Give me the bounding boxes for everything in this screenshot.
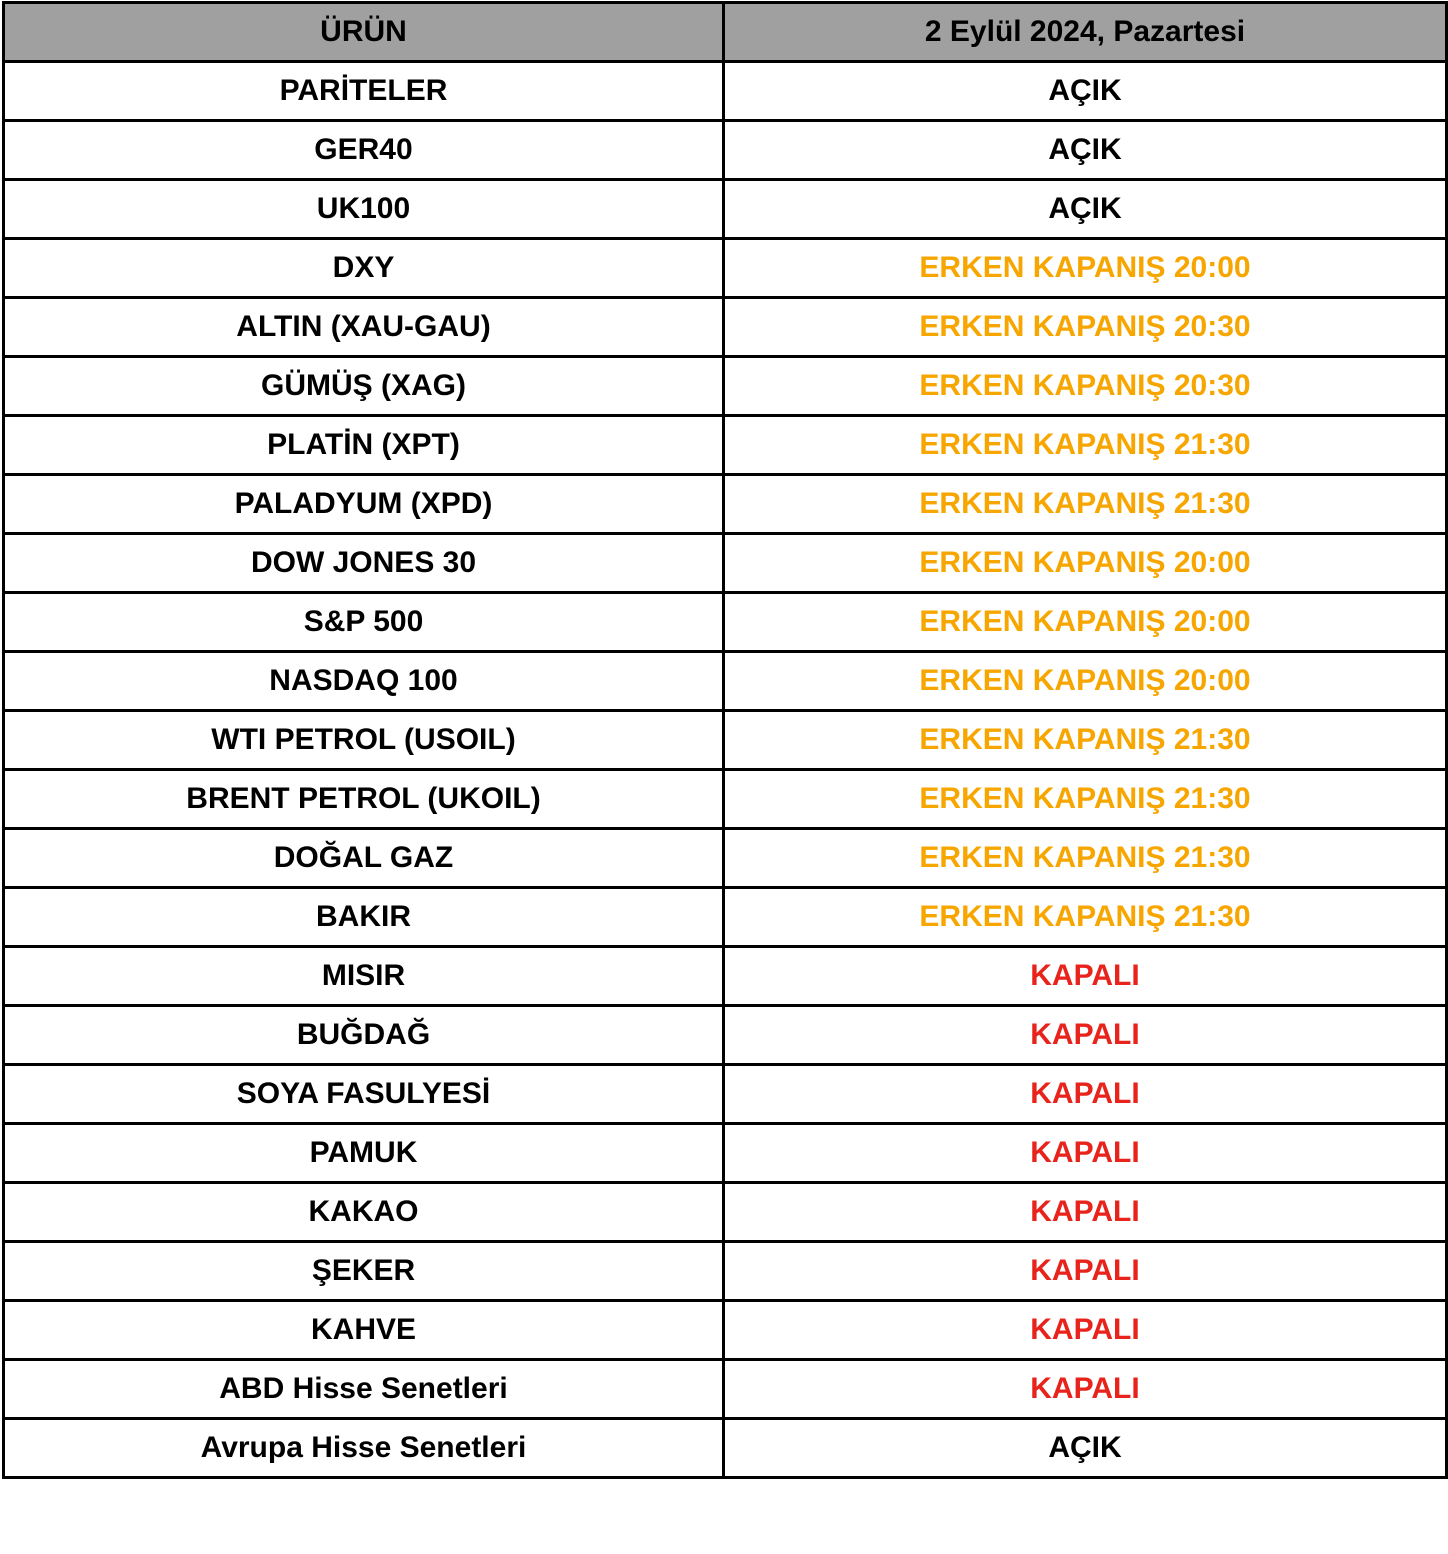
- table-row: [4, 534, 1447, 593]
- status-cell: KAPALI: [724, 947, 1447, 1006]
- status-cell: ERKEN KAPANIŞ 20:00: [724, 534, 1447, 593]
- table-row: [4, 121, 1447, 180]
- table-row: [4, 475, 1447, 534]
- product-cell: GÜMÜŞ (XAG): [4, 357, 724, 416]
- status-cell: ERKEN KAPANIŞ 20:00: [724, 593, 1447, 652]
- status-cell: KAPALI: [724, 1183, 1447, 1242]
- table-row: [4, 1301, 1447, 1360]
- product-cell: Avrupa Hisse Senetleri: [4, 1419, 724, 1478]
- table-row: [4, 829, 1447, 888]
- product-cell: WTI PETROL (USOIL): [4, 711, 724, 770]
- product-cell: NASDAQ 100: [4, 652, 724, 711]
- status-cell: AÇIK: [724, 121, 1447, 180]
- table-row: [4, 357, 1447, 416]
- table-header: [4, 3, 1447, 62]
- table-row: [4, 1006, 1447, 1065]
- product-column-header: ÜRÜN: [4, 3, 724, 62]
- table-row: [4, 888, 1447, 947]
- table-row: [4, 1242, 1447, 1301]
- product-cell: PLATİN (XPT): [4, 416, 724, 475]
- table-row: [4, 416, 1447, 475]
- status-cell: ERKEN KAPANIŞ 21:30: [724, 829, 1447, 888]
- table-row: [4, 180, 1447, 239]
- table-row: [4, 239, 1447, 298]
- product-cell: S&P 500: [4, 593, 724, 652]
- product-cell: MISIR: [4, 947, 724, 1006]
- table-body: [4, 62, 1447, 1478]
- table-row: [4, 711, 1447, 770]
- product-cell: PARİTELER: [4, 62, 724, 121]
- status-cell: AÇIK: [724, 1419, 1447, 1478]
- product-cell: BAKIR: [4, 888, 724, 947]
- product-cell: DOĞAL GAZ: [4, 829, 724, 888]
- status-cell: ERKEN KAPANIŞ 21:30: [724, 711, 1447, 770]
- product-cell: GER40: [4, 121, 724, 180]
- product-cell: ALTIN (XAU-GAU): [4, 298, 724, 357]
- status-cell: KAPALI: [724, 1006, 1447, 1065]
- table-row: [4, 947, 1447, 1006]
- product-cell: BUĞDAĞ: [4, 1006, 724, 1065]
- table-row: [4, 1124, 1447, 1183]
- header-row: [4, 3, 1447, 62]
- table-row: [4, 1419, 1447, 1478]
- status-cell: ERKEN KAPANIŞ 20:30: [724, 298, 1447, 357]
- product-cell: BRENT PETROL (UKOIL): [4, 770, 724, 829]
- status-cell: ERKEN KAPANIŞ 20:30: [724, 357, 1447, 416]
- status-cell: ERKEN KAPANIŞ 21:30: [724, 770, 1447, 829]
- status-cell: KAPALI: [724, 1242, 1447, 1301]
- product-cell: PAMUK: [4, 1124, 724, 1183]
- status-cell: KAPALI: [724, 1360, 1447, 1419]
- table-row: [4, 62, 1447, 121]
- status-cell: ERKEN KAPANIŞ 20:00: [724, 652, 1447, 711]
- status-cell: ERKEN KAPANIŞ 21:30: [724, 475, 1447, 534]
- table-row: [4, 1360, 1447, 1419]
- status-cell: AÇIK: [724, 62, 1447, 121]
- product-cell: ŞEKER: [4, 1242, 724, 1301]
- product-cell: KAKAO: [4, 1183, 724, 1242]
- market-hours-table: [2, 1, 1448, 1479]
- product-cell: DXY: [4, 239, 724, 298]
- date-column-header: 2 Eylül 2024, Pazartesi: [724, 3, 1447, 62]
- table-row: [4, 1065, 1447, 1124]
- table-row: [4, 593, 1447, 652]
- status-cell: KAPALI: [724, 1124, 1447, 1183]
- status-cell: AÇIK: [724, 180, 1447, 239]
- table-row: [4, 298, 1447, 357]
- status-cell: ERKEN KAPANIŞ 21:30: [724, 888, 1447, 947]
- status-cell: KAPALI: [724, 1301, 1447, 1360]
- table-row: [4, 652, 1447, 711]
- status-cell: ERKEN KAPANIŞ 20:00: [724, 239, 1447, 298]
- product-cell: KAHVE: [4, 1301, 724, 1360]
- product-cell: UK100: [4, 180, 724, 239]
- table-row: [4, 1183, 1447, 1242]
- status-cell: ERKEN KAPANIŞ 21:30: [724, 416, 1447, 475]
- product-cell: DOW JONES 30: [4, 534, 724, 593]
- product-cell: PALADYUM (XPD): [4, 475, 724, 534]
- product-cell: ABD Hisse Senetleri: [4, 1360, 724, 1419]
- product-cell: SOYA FASULYESİ: [4, 1065, 724, 1124]
- status-cell: KAPALI: [724, 1065, 1447, 1124]
- table-row: [4, 770, 1447, 829]
